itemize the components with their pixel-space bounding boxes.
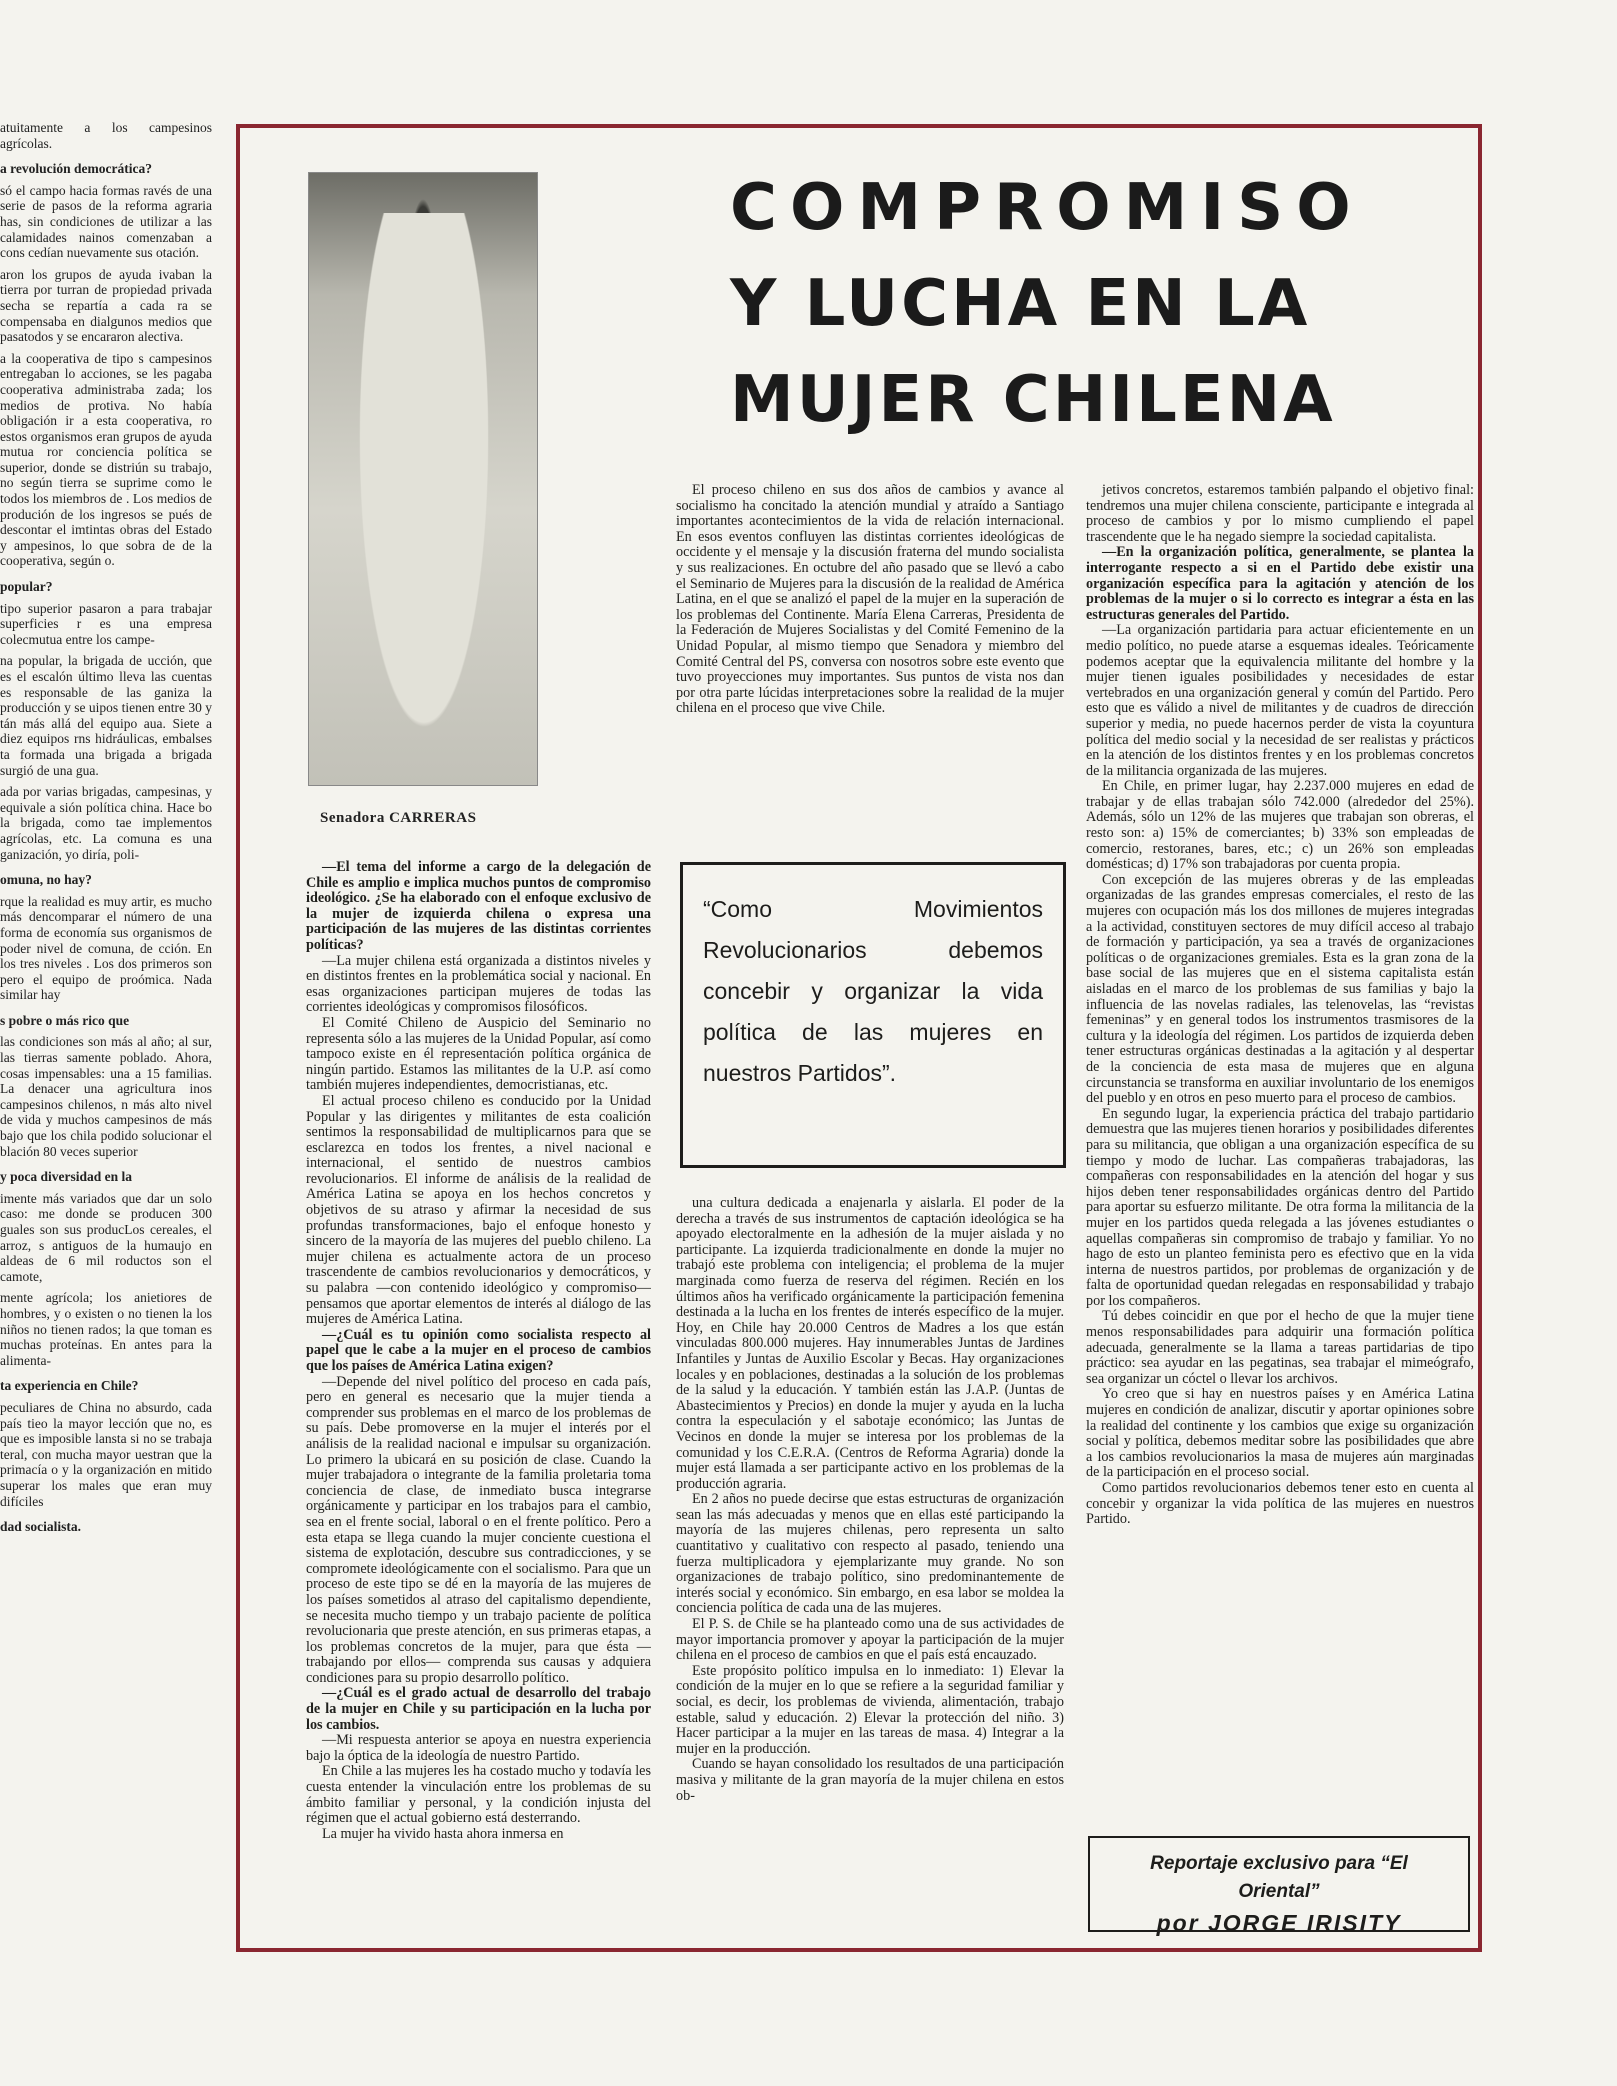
paragraph: En Chile, en primer lugar, hay 2.237.000 mujeres en edad de trabajar y de ellas trabajan sólo 742.000 (alrededor del 25%). Además, sólo un 12% de las mujeres que trabajan son obreras, el resto son: a) 15% de comerciantes; b) 33% son empleadas de comercio, restoranes, bares, etc.; c) un 26% son empleadas domésticas; d) 17% son trabajadoras por cuenta propia.	[1086, 778, 1474, 873]
section-heading: omuna, no hay?	[0, 872, 92, 888]
paragraph: mente agrícola; los anietiores de hombres, y o existen o no tienen la los niños no tienen rados; la que toman es muchas proteínas. En antes para la alimenta-	[0, 1290, 212, 1368]
paragraph: —La organización partidaria para actuar eficientemente en un medio político, no puede atarse a esquemas ideales. Teóricamente podemos aceptar que la equivalencia militante del hombre y la mujer tienen iguales posibilidades y necesidades de estar vertebrados en una organización general y común del Partido. Pero esto que es válido a nivel de militantes y de cuadros de dirección superior y media, no puede hacernos perder de vista la coyuntura política del medio social y la necesidad de ser realistas y prácticos en la atención de los distintos frentes y en los problemas concretos de la militancia organizada de las mujeres.	[1086, 622, 1474, 779]
paragraph: En Chile a las mujeres les ha costado mucho y todavía les cuesta entender la vinculación entre los problemas de su ámbito familiar y personal, y la condición injusta del régimen que el actual gobierno está desterrando.	[306, 1763, 651, 1827]
section-heading: y poca diversidad en la	[0, 1169, 133, 1185]
paragraph: imente más variados que dar un solo caso: me donde se producen 300 guales son sus producLos cereales, el arroz, s antiguos de la humaujo en aldeas de 6 mil roductos son el camote,	[0, 1190, 212, 1284]
pull-quote: “Como Movimientos Revolucionarios debemos concebir y organizar la vida política de las mujeres en nuestros Partidos”.	[680, 862, 1066, 1168]
section-heading: a revolución democrática?	[0, 161, 152, 177]
paragraph: El P. S. de Chile se ha planteado como una de sus actividades de mayor importancia promover y apoyar la participación de la mujer chilena en el proceso de cambios en que el país está encauzado.	[676, 1616, 1064, 1664]
interview-column-1	[306, 860, 651, 1945]
interview-column-3	[1086, 483, 1474, 1829]
byline-author: por JORGE IRISITY	[1156, 1910, 1402, 1936]
paragraph: —Depende del nivel político del proceso en cada país, pero en general es necesario que la mujer tienda a comprender sus problemas en el marco de los problemas de su país. Debe promoverse en la mujer el interés por el análisis de la realidad nacional e impulsar su organización. Lo primero la ubicará en su posición de clase. Cuando la mujer trabajadora o integrante de la familia proletaria toma conciencia de clase, de inmediato busca integrarse orgánicamente y participar en los trabajos para el cambio, sea en el frente social, laboral o en el frente político. Pero a esta etapa se llega cuando la mujer conciente cuestiona el sistema de explotación, descubre sus contradicciones, y se compromete ideológicamente con el socialismo. Para que un proceso de este tipo se dé en la mayoría de las mujeres de los países sometidos al atraso del capitalismo dependiente, se necesita mucho tiempo y un trabajo paciente de política revolucionaria que preste atención, en sus primeras etapas, a los problemas concretos de la mujer, para que ésta —trabajando por ellos— comprenda sus causas y adquiera condiciones para su propio desarrollo político.	[306, 1373, 651, 1686]
headline	[730, 160, 1470, 448]
paragraph: a la cooperativa de tipo s campesinos entregaban lo acciones, se les pagaba cooperativa administraba zada; los medios de protiva. No había obligación ir a esta cooperativa, ro estos organismos eran grupos de ayuda mutua ror conciencia política se superior, donde se distriún su trabajo, no según tierra se suprime como le todos los miembros de . Los medios de produción de los ingresos se pués de descontar el imtintas obras del Estado y ampesinos, lo que sobra de de la cooperativa, según o.	[0, 350, 212, 569]
paragraph: —La mujer chilena está organizada a distintos niveles y en distintos frentes en la problemática social y nacional. En esas organizaciones participan mujeres de todas las corrientes ideológicas y compromisos filosóficos.	[306, 952, 651, 1016]
paragraph: En 2 años no puede decirse que estas estructuras de organización sean las más adecuadas y menos que en ellas esté participando la mayoría de las mujeres chilenas, pero representa un salto cuantitativo y cualitativo con respecto al pasado, teniendo una fuerza multiplicadora y ejemplarizante muy grande. No son organizaciones de trabajo político, sino predominantemente de interés social y económico. Sin embargo, en esa labor se moldea la conciencia política de cada una de las mujeres.	[676, 1491, 1064, 1617]
paragraph: El actual proceso chileno es conducido por la Unidad Popular y las dirigentes y militantes de esta coalición sentimos la responsabilidad de multiplicarnos para que se esclarezca en todos los frentes, a nivel nacional e internacional, el sentido de nuestros cambios revolucionarios. El informe de análisis de la realidad de América Latina se apoya en los hechos concretos y objetivos de su atraso y afirmar la necesidad de sus profundas transformaciones, bajo el enfoque honesto y sincero de la mayoría de las mujeres del pueblo chileno. La mujer chilena es actualmente actora de un proceso trascendente de cambios revolucionarios y democráticos, y su palabra —con contenido ideológico y compromiso— pensamos que aportar elementos de interés al diálogo de las mujeres de América Latina.	[306, 1092, 651, 1328]
paragraph: Cuando se hayan consolidado los resultados de una participación masiva y militante de la gran mayoría de la mujer chilena en estos ob-	[676, 1756, 1064, 1804]
paragraph: —Mi respuesta anterior se apoya en nuestra experiencia bajo la óptica de la ideología de nuestro Partido.	[306, 1732, 651, 1764]
paragraph: jetivos concretos, estaremos también palpando el objetivo final: tendremos una mujer chilena consciente, participante e integrada al proceso de cambios y por lo mismo cumpliendo el papel trascendente que le ha negado siempre la sociedad capitalista.	[1086, 483, 1474, 545]
paragraph: ada por varias brigadas, campesinas, y equivale a sión política china. Hace bo la brigada, como tae implementos agrícolas, etc. La comuna es una ganización, yo diría, poli-	[0, 784, 212, 862]
paragraph: aron los grupos de ayuda ivaban la tierra por turran de propiedad privada secha se repartía a cada ra se compensaba en dialgunos medios que pasatodos y se encararon alectiva.	[0, 266, 212, 345]
photo-caption: Senadora CARRERAS	[320, 810, 477, 826]
paragraph: Yo creo que si hay en nuestros países y en América Latina mujeres en condición de analizar, discutir y aportar opiniones sobre la realidad del continente y los cambios que exige su organización social y política, debemos meditar sobre las posibilidades que abre a los cambios revolucionarios la masa de mujeres aún marginadas de la participación en el proceso social.	[1086, 1386, 1474, 1481]
section-heading: s pobre o más rico que	[0, 1012, 130, 1028]
interview-question: —El tema del informe a cargo de la delegación de Chile es amplio e implica muchos puntos de compromiso ideológico. ¿Se ha elaborado con el enfoque exclusivo de la mujer de izquierda chilena o expresa una participación de las mujeres de las distintas corrientes políticas?	[306, 860, 651, 953]
byline-line-1: Reportaje exclusivo para “El Oriental”	[1150, 1853, 1408, 1902]
interview-question: —¿Cuál es tu opinión como socialista respecto al papel que le cabe a la mujer en el proceso de cambios que los países de América Latina exigen?	[306, 1326, 651, 1374]
paragraph: Tú debes coincidir en que por el hecho de que la mujer tiene menos responsabilidades para adquirir una formación política adecuada, generalmente se la llama a tareas partidarias de tipo práctico: sea ayudar en las pegatinas, sea trabajar el mimeógrafo, sea organizar un cóctel o llevar los archivos.	[1086, 1308, 1474, 1387]
headline-line-1: COMPROMISO	[730, 171, 1364, 245]
headline-line-2: Y LUCHA EN LA	[730, 267, 1311, 341]
paragraph: El Comité Chileno de Auspicio del Seminario no representa sólo a las mujeres de la Unidad Popular, así como tampoco existe en él representación política orgánica de ningún partido. Estamos las militantes de la U.P. así como también mujeres independientes, democristianas, etc.	[306, 1014, 651, 1094]
paragraph: una cultura dedicada a enajenarla y aislarla. El poder de la derecha a través de sus instrumentos de captación ideológica se ha apoyado electoralmente en la adhesión de la mujer aislada y no participante. La izquierda tradicionalmente en donde la mujer no trabajó este problema con inteligencia; el problema de la mujer marginada como fuerza de reserva del régimen. Recién en los últimos años ha verificado orgánicamente la participación femenina destinada a la lucha en los frentes de interés específico de la mujer. Hoy, en Chile hay 20.000 Centros de Madres a los que están vinculadas 800.000 mujeres. Hay innumerables Juntas de Jardines Infantiles y Juntas de Auxilio Escolar y Becas. Hay organizaciones locales y en poblaciones, destinadas a la solución de los problemas de la salud y la educación. Y también están las J.A.P. (Juntas de Abastecimientos y Precios) en donde la mujer y ayuda en la lucha contra la especulación y el sabotaje económico; las Juntas de Vecinos en donde la mujer se interesa por los problemas de la comunidad y los C.E.R.A. (Centros de Reforma Agraria) donde la mujer está llamada a ser participante activo en los problemas de la producción agraria.	[676, 1196, 1064, 1492]
interview-column-2	[676, 1196, 1064, 1944]
paragraph: Con excepción de las mujeres obreras y de las empleadas organizadas de las grandes empresas comerciales, el resto de las mujeres con ocupación más los dos millones de mujeres integradas a la actividad, constituyen sectores de muy difícil acceso al trabajo de formación y participación, ya sea a través de organizaciones políticas o de organizaciones gremiales. Esta es la gran zona de la base social de las mujeres que en el sistema capitalista están aisladas en el marco de los problemas de sus familias y bajo la influencia de las novelas radiales, las telenovelas, las “revistas femeninas” y en general todos los instrumentos trasmisores de la cultura y la ideología del régimen. Los partidos de izquierda deben tener estructuras orgánicas destinadas a la agitación y al despertar de la conciencia de esta masa de mujeres que en alguna circunstancia se transforma en auxiliar involuntario de los enemigos del pueblo y en otros en peso muerto para el proceso de cambios.	[1086, 871, 1474, 1107]
paragraph: atuitamente a los campesinos agrícolas.	[0, 120, 212, 151]
interview-question: —¿Cuál es el grado actual de desarrollo del trabajo de la mujer en Chile y su participación en la lucha por los cambios.	[306, 1685, 651, 1733]
paragraph: las condiciones son más al año; al sur, las tierras samente poblado. Ahora, cosas impensables: una a 15 familias. La denacer una agricultura inos campesinos chilenos, n más alto nivel de vida y muchos campesinos de más bajo que los chila podido solucionar el blación 80 veces superior	[0, 1034, 212, 1159]
senator-photo	[308, 172, 538, 786]
intro-column	[676, 483, 1064, 833]
paragraph: tipo superior pasaron a para trabajar superficies r es una empresa colecmutua entre los campe-	[0, 600, 212, 647]
paragraph: peculiares de China no absurdo, cada país tieo la mayor lección que no, es que es imposible lansta si no se trabaja teral, con mucha mayor uestran que la primacía o y la organización en mitido superar los males que eran muy difíciles	[0, 1399, 212, 1509]
paragraph: rque la realidad es muy artir, es mucho más dencomparar el número de una forma de economía sus organismos de poder nivel de comuna, de cción. En los tres niveles . Los dos primeros son pero el equipo de proómica. Nada similar hay	[0, 893, 212, 1003]
interview-question: —En la organización política, generalmente, se plantea la interrogante respecto a si en el Partido debe existir una organización específica para la agitación y atención de los problemas de la mujer o si lo correcto es integrar a ésta en las estructuras generales del Partido.	[1086, 544, 1474, 623]
section-heading: dad socialista.	[0, 1519, 82, 1535]
adjacent-article-column	[0, 120, 212, 1950]
paragraph: En segundo lugar, la experiencia práctica del trabajo partidario demuestra que las mujeres tienen horarios y posibilidades diferentes para su militancia, que obligan a una organización específica de su tiempo y modo de luchar. Las compañeras trabajadoras, las compañeras con responsabilidades en la atención del hogar y sus hijos deben tener responsabilidades orgánicas dentro del Partido para aportar su esfuerzo militante. De otra forma la militancia de la mujer en los partidos queda relegada a las jóvenes estudiantes o aquellas compañeras sin compromiso de trabajo y familiar. Yo no hago de esto un planteo feminista pero es efectivo que en la vida interna de nuestros partidos, por problemas de organización y de falta de oportunidad quedan relegadas en responsabilidad y trabajo por los compañeros.	[1086, 1105, 1474, 1309]
paragraph: na popular, la brigada de ucción, que es el escalón último lleva las cuentas es responsable de las ganiza la producción y se uipos tienen entre 30 y tán más allá del equipo aua. Siete a diez equipos rns hidráulicas, embalses ta formada una brigada a brigada surgió de una gua.	[0, 653, 212, 778]
section-heading: ta experiencia en Chile?	[0, 1378, 139, 1394]
paragraph: Este propósito político impulsa en lo inmediato: 1) Elevar la condición de la mujer en lo que se refiere a la seguridad familiar y social, es decir, los problemas de vivienda, alimentación, trabajo estable, salud y educación. 2) Elevar la protección del niño. 3) Hacer participar a la mujer en las tareas de masa. 4) Integrar a la mujer en la producción.	[676, 1662, 1064, 1757]
paragraph: só el campo hacia formas ravés de una serie de pasos de la reforma agraria has, sin condiciones de utilizar a las calamidades nainos comenzaban a cons cedían nuevamente sus otación.	[0, 182, 212, 261]
paragraph: El proceso chileno en sus dos años de cambios y avance al socialismo ha concitado la atención mundial y atraído a Santiago importantes acontecimientos de la vida de relación internacional. En esos eventos confluyen las distintas corrientes ideológicas de occidente y el mensaje y la discusión fraterna del mundo socialista y sus realizaciones. En octubre del año pasado que se llevó a cabo el Seminario de Mujeres para la discusión de la realidad de América Latina, en el que se analizó el papel de la mujer en la superación de los problemas del Continente. María Elena Carreras, Presidenta de la Federación de Mujeres Socialistas y del Comité Femenino de la Unidad Popular, al mismo tiempo que Senadora y miembro del Comité Central del PS, conversa con nosotros sobre este evento que tuvo proyecciones muy importantes. Sus puntos de vista nos dan por otra parte lúcidas interpretaciones sobre la realidad de la mujer chilena en el proceso que vive Chile.	[676, 483, 1064, 717]
section-heading: popular?	[0, 579, 53, 595]
headline-line-3: MUJER CHILENA	[730, 363, 1336, 437]
paragraph: Como partidos revolucionarios debemos tener esto en cuenta al concebir y organizar la vida política de las mujeres en nuestros Partido.	[1086, 1480, 1474, 1528]
byline-box	[1088, 1836, 1470, 1936]
paragraph: La mujer ha vivido hasta ahora inmersa en	[322, 1825, 564, 1842]
